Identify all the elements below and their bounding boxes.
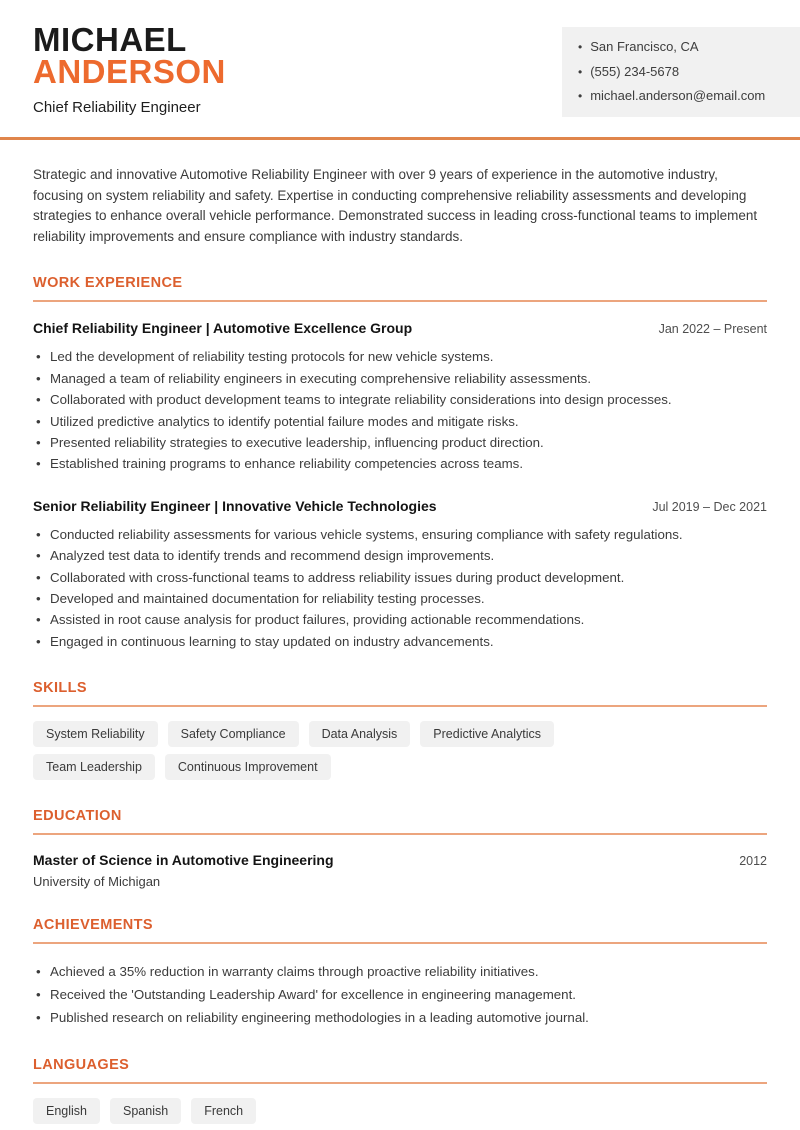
experience-entry bbox=[33, 320, 767, 474]
experience-list bbox=[33, 320, 767, 652]
section-languages bbox=[33, 1057, 767, 1124]
last-name: ANDERSON bbox=[33, 53, 226, 90]
experience-bullet: • Developed and maintained documentation for reliability testing processes. bbox=[33, 588, 767, 609]
education-school: University of Michigan bbox=[33, 874, 161, 890]
skill-tag: Data Analysis bbox=[309, 721, 411, 747]
experience-entry-header bbox=[33, 320, 767, 336]
section-heading-education: EDUCATION bbox=[33, 808, 767, 835]
skill-tag: System Reliability bbox=[33, 721, 158, 747]
first-name: MICHAEL bbox=[33, 21, 187, 58]
language-tag: English bbox=[33, 1098, 100, 1124]
contact-item-text: San Francisco, CA bbox=[590, 39, 699, 54]
experience-bullet: • Utilized predictive analytics to identify potential failure modes and mitigate risks. bbox=[33, 411, 767, 432]
achievement-item: • Received the 'Outstanding Leadership Award' for excellence in engineering management. bbox=[33, 983, 767, 1006]
achievement-item: • Achieved a 35% reduction in warranty claims through proactive reliability initiatives. bbox=[33, 960, 767, 983]
summary-text: Strategic and innovative Automotive Reliability Engineer with over 9 years of experience in the automotive industry, focusing on system reliability and safety. Expertise in conducting comprehensive reliability assessments and developing strategies to enhance overall vehicle performance. Demonstrated success in leading cross-functional teams to implement reliability improvements and ensure compliance with industry standards. bbox=[33, 167, 758, 244]
contact-item-text: michael.anderson@email.com bbox=[590, 88, 766, 103]
experience-dates: Jan 2022 – Present bbox=[658, 322, 767, 337]
section-education bbox=[33, 808, 767, 889]
experience-bullet: • Analyzed test data to identify trends and recommend design improvements. bbox=[33, 545, 767, 566]
experience-bullet: • Collaborated with product development teams to integrate reliability considerations into design processes. bbox=[33, 389, 767, 410]
section-skills bbox=[33, 680, 767, 780]
skills-tag-list bbox=[33, 721, 673, 780]
experience-entry-header bbox=[33, 498, 767, 514]
experience-bullet: • Assisted in root cause analysis for product failures, providing actionable recommendations. bbox=[33, 609, 767, 630]
education-entry bbox=[33, 852, 767, 868]
language-tag: French bbox=[191, 1098, 256, 1124]
achievement-item: • Published research on reliability engineering methodologies in a leading automotive journal. bbox=[33, 1006, 767, 1029]
bullet-dot-icon: • bbox=[578, 64, 583, 79]
experience-bullet: • Led the development of reliability testing protocols for new vehicle systems. bbox=[33, 346, 767, 367]
achievements-list bbox=[33, 960, 767, 1029]
contact-item bbox=[578, 84, 786, 109]
job-title: Chief Reliability Engineer bbox=[33, 99, 201, 116]
experience-title: Senior Reliability Engineer | Innovative Vehicle Technologies bbox=[33, 497, 437, 514]
experience-entry bbox=[33, 498, 767, 652]
experience-bullet: • Presented reliability strategies to executive leadership, influencing product direction. bbox=[33, 432, 767, 453]
section-heading-languages: LANGUAGES bbox=[33, 1057, 767, 1084]
contact-item bbox=[578, 35, 786, 60]
experience-bullet-list bbox=[33, 346, 767, 474]
resume-body bbox=[0, 165, 800, 1124]
skill-tag: Team Leadership bbox=[33, 754, 155, 780]
resume-header bbox=[0, 0, 800, 140]
experience-bullet: • Collaborated with cross-functional teams to address reliability issues during product development. bbox=[33, 567, 767, 588]
experience-title: Chief Reliability Engineer | Automotive Excellence Group bbox=[33, 320, 413, 337]
experience-dates: Jul 2019 – Dec 2021 bbox=[652, 499, 767, 514]
skill-tag: Safety Compliance bbox=[168, 721, 299, 747]
contact-item bbox=[578, 60, 786, 85]
education-degree: Master of Science in Automotive Engineering bbox=[33, 852, 334, 869]
section-heading-skills: SKILLS bbox=[33, 680, 767, 707]
bullet-dot-icon: • bbox=[578, 89, 583, 103]
section-heading-work-experience: WORK EXPERIENCE bbox=[33, 275, 767, 302]
experience-bullet: • Engaged in continuous learning to stay updated on industry advancements. bbox=[33, 631, 767, 652]
experience-bullet: • Conducted reliability assessments for various vehicle systems, ensuring compliance with safety regulations. bbox=[33, 524, 767, 545]
bullet-dot-icon: • bbox=[578, 40, 583, 54]
section-heading-achievements: ACHIEVEMENTS bbox=[33, 917, 767, 944]
skill-tag: Continuous Improvement bbox=[165, 754, 331, 780]
language-tag: Spanish bbox=[110, 1098, 181, 1124]
languages-tag-list bbox=[33, 1098, 673, 1124]
section-work-experience bbox=[33, 275, 767, 652]
experience-bullet: • Managed a team of reliability engineers in executing comprehensive reliability assessments. bbox=[33, 368, 767, 389]
experience-bullet-list bbox=[33, 524, 767, 652]
contact-box bbox=[562, 27, 800, 117]
experience-bullet: • Established training programs to enhance reliability competencies across teams. bbox=[33, 453, 767, 474]
section-achievements bbox=[33, 917, 767, 1029]
skill-tag: Predictive Analytics bbox=[420, 721, 554, 747]
education-year: 2012 bbox=[739, 854, 767, 869]
contact-item-text: (555) 234-5678 bbox=[590, 63, 680, 79]
